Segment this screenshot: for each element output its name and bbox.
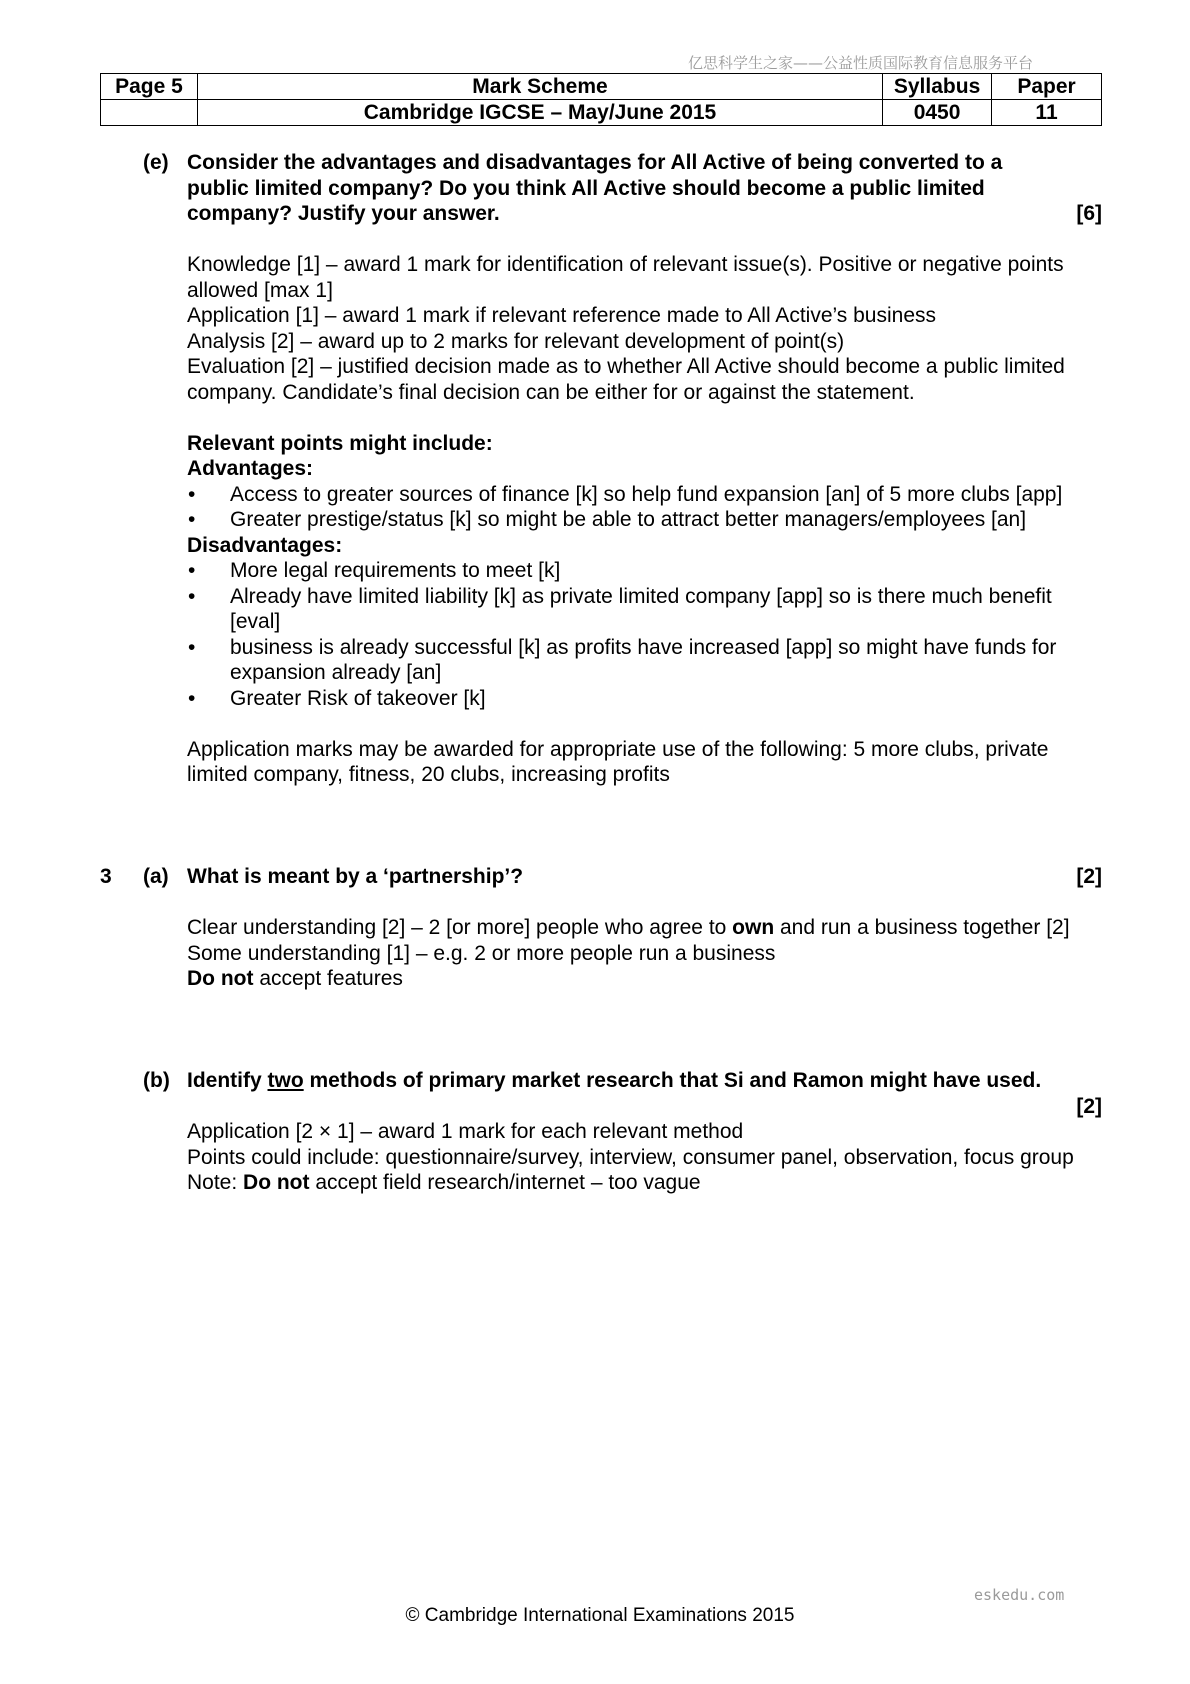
criterion-knowledge: Knowledge [1] – award 1 mark for identification of relevant issue(s). Positive or negative points allowed [max 1]: [187, 253, 1064, 302]
question-part-label: (b): [143, 1069, 170, 1092]
clear-understanding: Clear understanding [2] – 2 [or more] people who agree to own and run a business together [2]: [187, 916, 1070, 939]
header-subtitle: Cambridge IGCSE – May/June 2015: [197, 100, 882, 126]
question-2e: [100, 150, 1102, 227]
application-note: Application marks may be awarded for appropriate use of the following: 5 more clubs, private limited company, fitness, 20 clubs, increasing profits: [187, 737, 1049, 786]
answer-3a: [187, 915, 1102, 992]
list-item: • business is already successful [k] as profits have increased [app] so might have funds for expansion already [an]: [188, 635, 1057, 684]
header-table: [100, 73, 1102, 126]
answer-2e: [187, 252, 1102, 788]
mark-scheme-content: [100, 150, 1102, 1196]
advantages-list: [144, 482, 1102, 533]
possible-points: Points could include: questionnaire/survey, interview, consumer panel, observation, focus group: [187, 1145, 1074, 1169]
question-3b: [100, 1068, 1102, 1119]
answer-3b: [187, 1119, 1102, 1196]
criterion-analysis: Analysis [2] – award up to 2 marks for relevant development of point(s): [187, 329, 845, 353]
question-3a: [100, 864, 1102, 890]
advantages-heading: Advantages:: [187, 457, 314, 480]
syllabus-label: Syllabus: [883, 74, 992, 100]
header-empty-cell: [101, 100, 198, 126]
question-part-label: (a): [143, 865, 169, 888]
syllabus-code: 0450: [883, 100, 992, 126]
question-marks: [2]: [1076, 1094, 1102, 1118]
criterion-evaluation: Evaluation [2] – justified decision made as to whether All Active should become a public limited company. Candidate’s final decision can be either for or against the statement.: [187, 355, 1065, 404]
do-not-accept-note: Note: Do not accept field research/internet – too vague: [187, 1171, 701, 1194]
question-marks: [2]: [1076, 865, 1102, 888]
relevant-points-heading: Relevant points might include:: [187, 431, 493, 455]
paper-number: 11: [992, 100, 1102, 126]
criterion-application: Application [1] – award 1 mark if relevant reference made to All Active’s business: [187, 304, 936, 327]
question-text: What is meant by a ‘partnership’?: [187, 865, 524, 888]
list-item: • Access to greater sources of finance [k] so help fund expansion [an] of 5 more clubs [app]: [188, 482, 1063, 506]
list-item: • Greater Risk of takeover [k]: [188, 686, 486, 710]
some-understanding: Some understanding [1] – e.g. 2 or more people run a business: [187, 941, 776, 965]
question-marks: [6]: [1076, 202, 1102, 225]
list-item: • More legal requirements to meet [k]: [188, 559, 561, 582]
list-item: • Greater prestige/status [k] so might be able to attract better managers/employees [an]: [188, 508, 1027, 531]
watermark-bottom: eskedu.com: [974, 1586, 1065, 1604]
list-item: • Already have limited liability [k] as private limited company [app] so is there much benefit [eval]: [188, 584, 1052, 633]
page-number: Page 5: [101, 74, 198, 100]
question-number: 3: [100, 865, 112, 888]
do-not-accept-note: Do not accept features: [187, 967, 403, 990]
question-part-label: (e): [143, 151, 169, 174]
question-text: Identify two methods of primary market research that Si and Ramon might have used.: [187, 1069, 1042, 1092]
application-criterion: Application [2 × 1] – award 1 mark for each relevant method: [187, 1120, 744, 1143]
paper-label: Paper: [992, 74, 1102, 100]
header-title: Mark Scheme: [197, 74, 882, 100]
copyright-footer: © Cambridge International Examinations 2015: [405, 1605, 795, 1626]
disadvantages-list: [187, 558, 1102, 711]
question-text: Consider the advantages and disadvantages for All Active of being converted to a public limited company? Do you think All Active should become a public limited company? Justify your answer.: [187, 151, 1003, 225]
watermark-top: 亿思科学生之家——公益性质国际教育信息服务平台: [688, 54, 1034, 72]
disadvantages-heading: Disadvantages:: [187, 533, 343, 557]
